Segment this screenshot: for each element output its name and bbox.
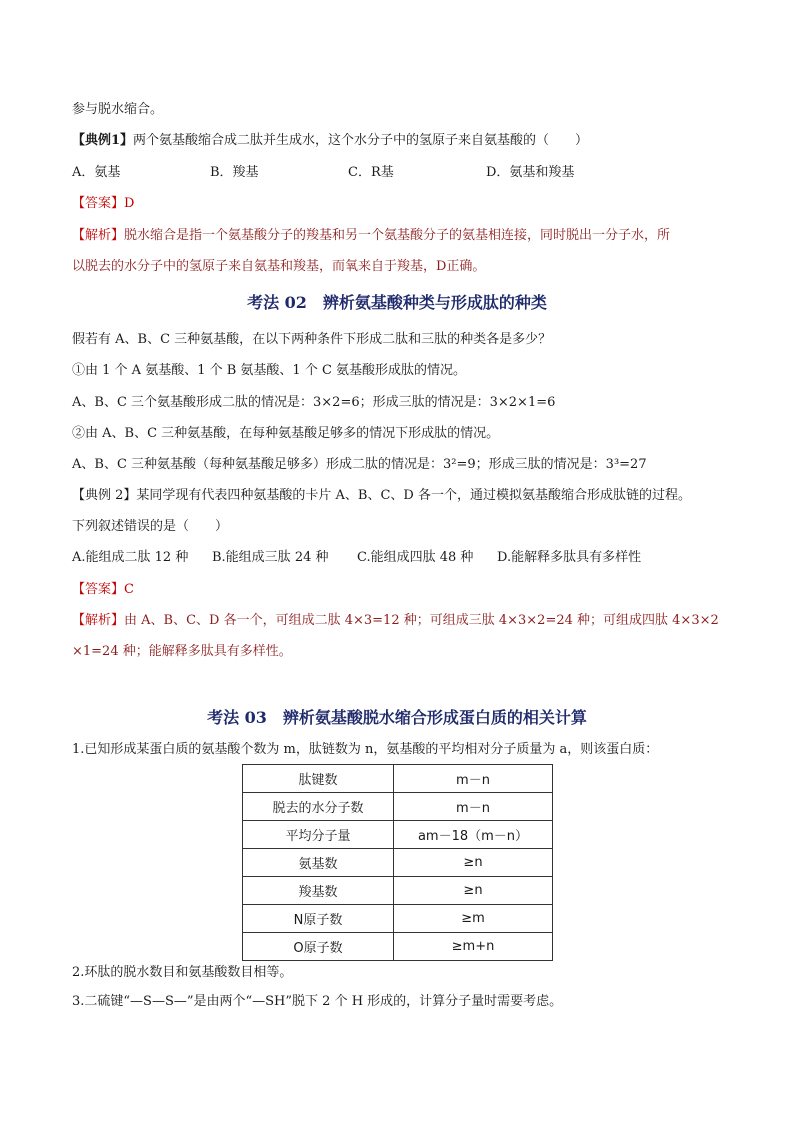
answer-value: D [124, 196, 135, 211]
table-cell-value: ≥m+n [394, 933, 553, 961]
table-row [243, 821, 553, 849]
text-line: 参与脱水缩合。 [72, 102, 164, 117]
example-2-explanation [72, 612, 719, 630]
text-line: A、B、C 三种氨基酸（每种氨基酸足够多）形成二肽的情况是：3²=9；形成三肽的情况是：3³=27 [72, 457, 647, 472]
example-1-question [72, 132, 588, 150]
table-row [243, 765, 553, 793]
table-cell-key: 平均分子量 [243, 821, 394, 849]
table-row [243, 793, 553, 821]
text-line: 2.环肽的脱水数目和氨基酸数目相等。 [72, 965, 293, 980]
answer-value: C [124, 582, 134, 597]
example-1-explanation [72, 227, 670, 245]
table-cell-value: ≥n [394, 849, 553, 877]
explanation-text-cont: ×1=24 种；能解释多肽具有多样性。 [72, 644, 292, 659]
option-b: B.能组成三肽 24 种 [212, 550, 329, 565]
section-heading-03: 考法 03 辨析氨基酸脱水缩合形成蛋白质的相关计算 [207, 708, 587, 727]
text-line: A、B、C 三个氨基酸形成二肽的情况是：3×2=6；形成三肽的情况是：3×2×1=6 [72, 395, 556, 410]
table-row [243, 849, 553, 877]
explanation-text-cont: 以脱去的水分子中的氢原子来自氨基和羧基，而氧来自于羧基，D正确。 [72, 259, 486, 274]
table-cell-key: 脱去的水分子数 [243, 793, 394, 821]
table-row [243, 905, 553, 933]
table-cell-value: m－n [394, 793, 553, 821]
example-2-answer [72, 581, 134, 599]
explanation-tag: 【解析】 [72, 613, 125, 628]
example-1-text: 两个氨基酸缩合成二肽并生成水，这个水分子中的氢原子来自氨基酸的（ ） [133, 133, 589, 148]
option-b: B．羧基 [210, 165, 259, 180]
text-line: 1.已知形成某蛋白质的氨基酸个数为 m，肽链数为 n，氨基酸的平均相对分子质量为 a，则该蛋白质： [72, 742, 659, 757]
table-row [243, 933, 553, 961]
text-line: 假若有 A、B、C 三种氨基酸，在以下两种条件下形成二肽和三肽的种类各是多少？ [72, 332, 552, 347]
example-2-tag: 【典例 2】 [72, 488, 137, 503]
table-cell-key: 羧基数 [243, 877, 394, 905]
text-line: 3.二硫键“—S—S—”是由两个“—SH”脱下 2 个 H 形成的，计算分子量时需要考虑。 [72, 994, 563, 1009]
option-c: C.能组成四肽 48 种 [357, 550, 474, 565]
explanation-tag: 【解析】 [72, 228, 125, 243]
example-2-question [72, 487, 691, 505]
table-cell-key: N原子数 [243, 905, 394, 933]
example-1-tag: 【典例1】 [72, 133, 134, 148]
option-c: C．R基 [348, 165, 394, 180]
explanation-text: 脱水缩合是指一个氨基酸分子的羧基和另一个氨基酸分子的氨基相连接，同时脱出一分子水，所 [124, 228, 671, 243]
explanation-text: 由 A、B、C、D 各一个，可组成二肽 4×3=12 种；可组成三肽 4×3×2=24 种；可组成四肽 4×3×2 [124, 613, 719, 628]
calculation-table [242, 764, 553, 961]
section-heading-02: 考法 02 辨析氨基酸种类与形成肽的种类 [247, 293, 547, 312]
text-line: ②由 A、B、C 三种氨基酸，在每种氨基酸足够多的情况下形成肽的情况。 [72, 426, 500, 441]
table-cell-key: 肽键数 [243, 765, 394, 793]
answer-tag: 【答案】 [72, 582, 125, 597]
table-cell-value: am－18（m－n） [394, 821, 553, 849]
option-d: D．氨基和羧基 [486, 165, 575, 180]
table-cell-value: ≥n [394, 877, 553, 905]
example-1-answer [72, 195, 134, 213]
table-cell-value: m－n [394, 765, 553, 793]
example-2-question-cont: 下列叙述错误的是（ ） [72, 519, 229, 534]
table-cell-key: O原子数 [243, 933, 394, 961]
table-row [243, 877, 553, 905]
text-line: ①由 1 个 A 氨基酸、1 个 B 氨基酸、1 个 C 氨基酸形成肽的情况。 [72, 363, 467, 378]
answer-tag: 【答案】 [72, 196, 125, 211]
table-cell-value: ≥m [394, 905, 553, 933]
option-a: A.能组成二肽 12 种 [72, 550, 189, 565]
example-2-text: 某同学现有代表四种氨基酸的卡片 A、B、C、D 各一个，通过模拟氨基酸缩合形成肽链的过程。 [136, 488, 691, 503]
option-d: D.能解释多肽具有多样性 [497, 550, 642, 565]
option-a: A．氨基 [72, 165, 121, 180]
table-cell-key: 氨基数 [243, 849, 394, 877]
